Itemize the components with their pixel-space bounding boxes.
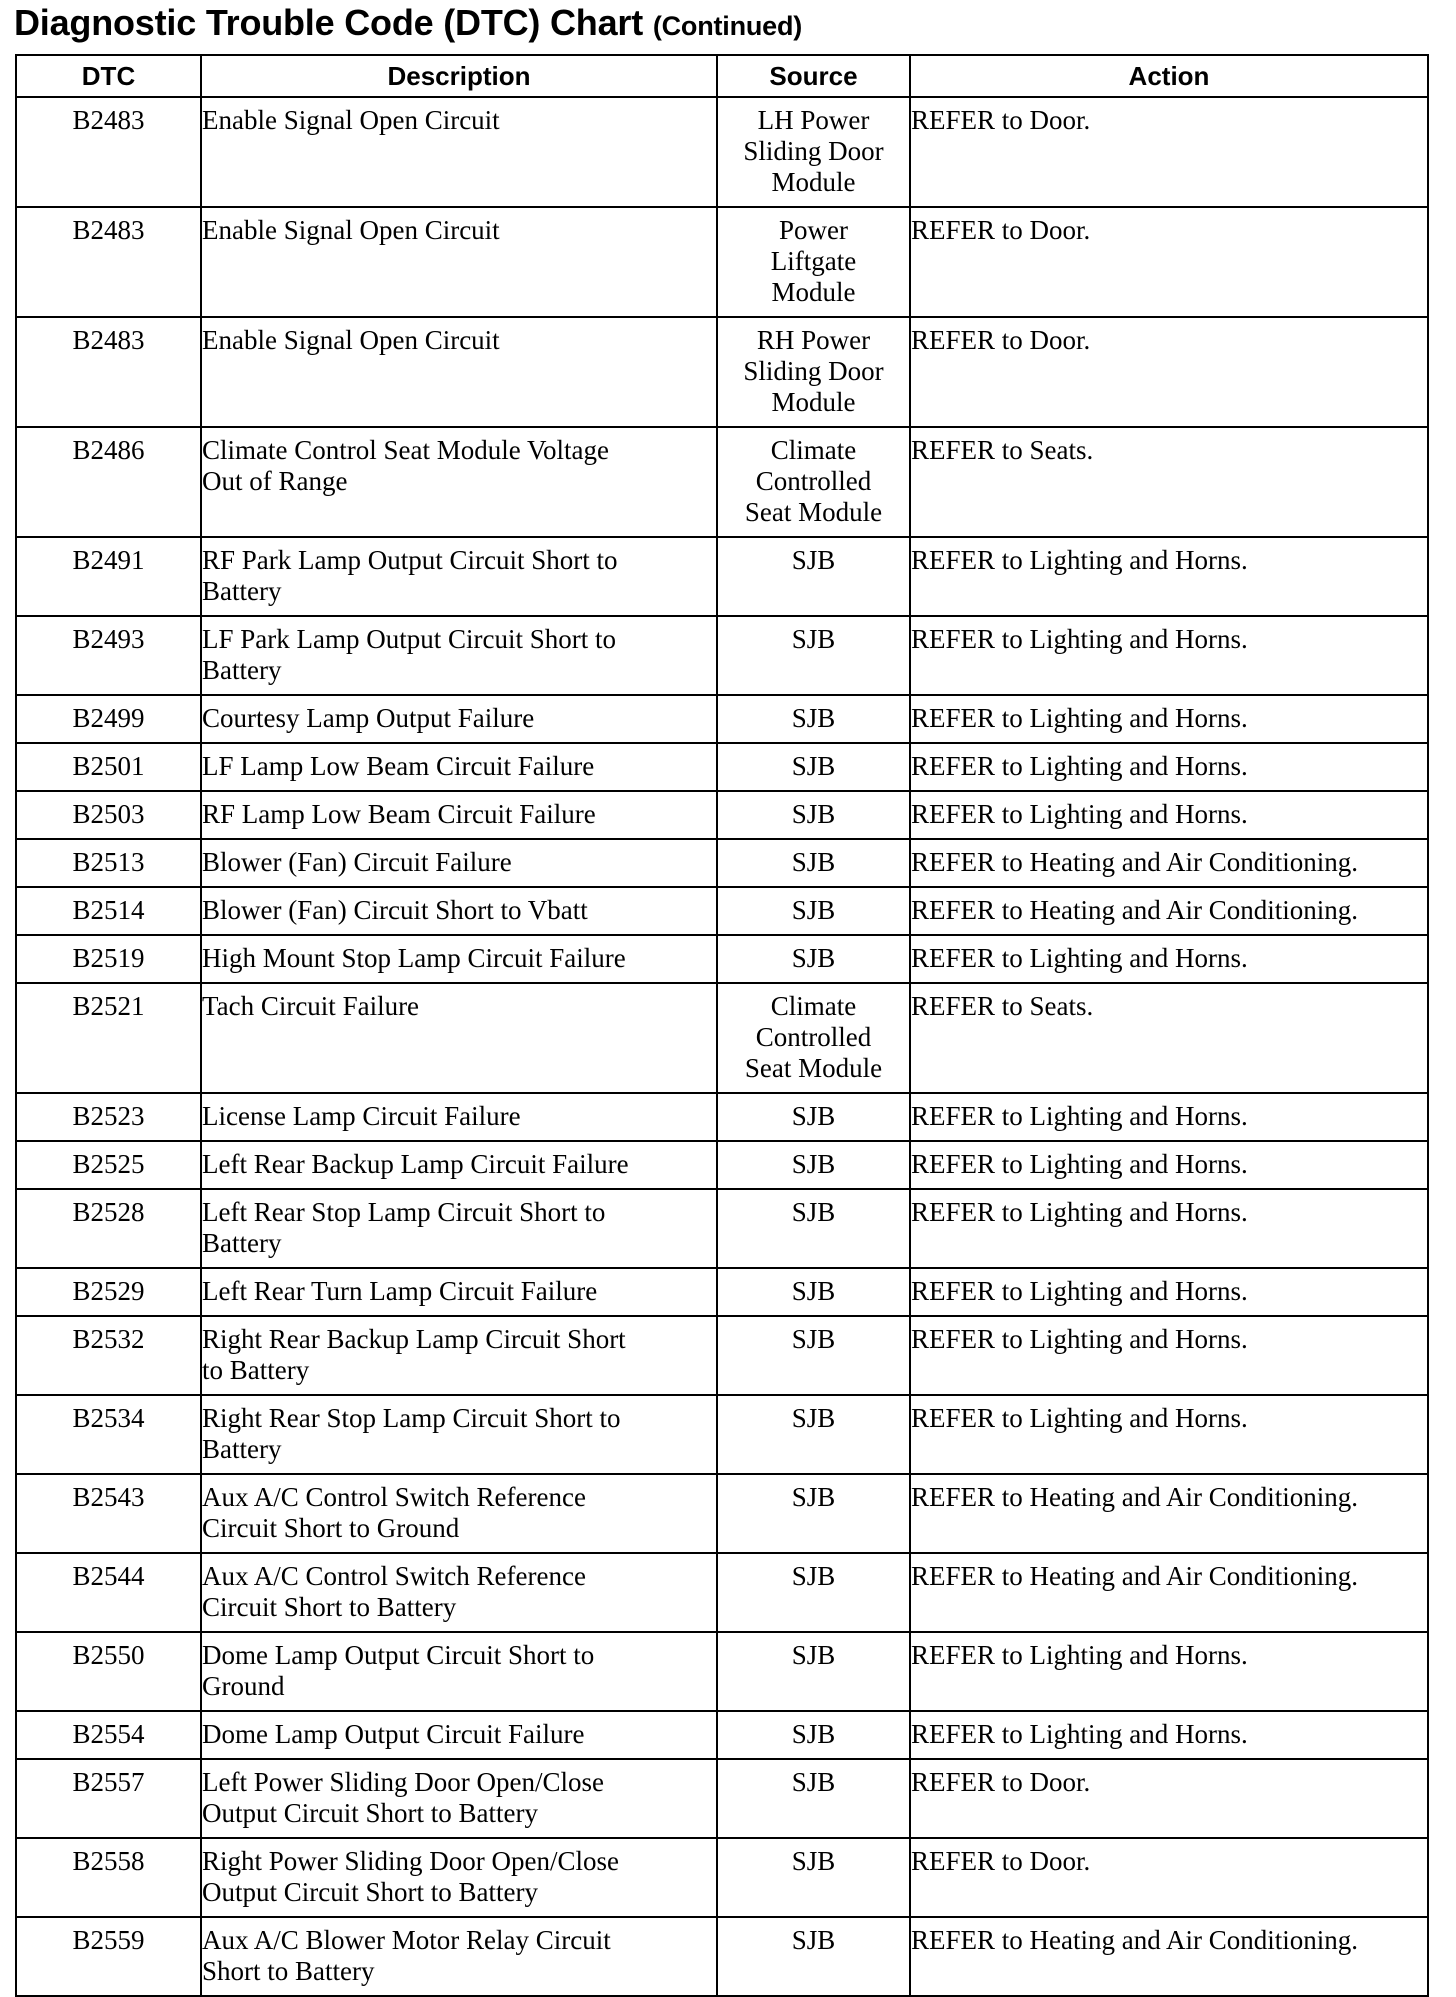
action-cell: REFER to Lighting and Horns. (910, 1268, 1428, 1316)
action-cell: REFER to Seats. (910, 983, 1428, 1093)
source-line: SJB (791, 1324, 836, 1354)
table-row (16, 1474, 1428, 1553)
description-cell (201, 1093, 717, 1141)
description-cell (201, 1268, 717, 1316)
description-cell (201, 1395, 717, 1474)
source-line: SJB (791, 1482, 836, 1512)
description-line: Blower (Fan) Circuit Failure (202, 847, 512, 877)
dtc-code-cell: B2554 (16, 1711, 201, 1759)
dtc-code-cell: B2528 (16, 1189, 201, 1268)
description-cell (201, 97, 717, 207)
source-line: SJB (791, 1640, 836, 1670)
dtc-code-cell: B2544 (16, 1553, 201, 1632)
description-line: Tach Circuit Failure (202, 991, 420, 1021)
source-line: SJB (791, 1846, 836, 1876)
source-cell (717, 1759, 910, 1838)
description-line: LF Park Lamp Output Circuit Short to (202, 624, 616, 654)
table-row (16, 791, 1428, 839)
description-line: License Lamp Circuit Failure (202, 1101, 521, 1131)
table-row (16, 1711, 1428, 1759)
source-line: SJB (791, 1149, 836, 1179)
table-row (16, 616, 1428, 695)
action-cell: REFER to Lighting and Horns. (910, 1711, 1428, 1759)
source-line: Power (779, 215, 848, 245)
source-line: SJB (791, 703, 836, 733)
description-line: to Battery (202, 1355, 310, 1385)
source-cell (717, 1268, 910, 1316)
table-row (16, 1395, 1428, 1474)
action-cell: REFER to Heating and Air Conditioning. (910, 839, 1428, 887)
action-cell: REFER to Door. (910, 1759, 1428, 1838)
source-line: SJB (791, 545, 836, 575)
source-cell (717, 317, 910, 427)
title-main: Diagnostic Trouble Code (DTC) Chart (14, 2, 644, 43)
source-line: Module (771, 167, 856, 197)
action-cell: REFER to Door. (910, 97, 1428, 207)
table-row (16, 983, 1428, 1093)
dtc-code-cell: B2486 (16, 427, 201, 537)
source-line: SJB (791, 1767, 836, 1797)
description-line: Circuit Short to Ground (202, 1513, 460, 1543)
description-cell (201, 791, 717, 839)
source-line: Climate (770, 991, 857, 1021)
table-row (16, 317, 1428, 427)
description-line: Ground (202, 1671, 285, 1701)
action-cell: REFER to Lighting and Horns. (910, 1395, 1428, 1474)
table-body (16, 97, 1428, 1996)
source-cell (717, 1838, 910, 1917)
source-line: LH Power (757, 105, 870, 135)
action-cell: REFER to Door. (910, 317, 1428, 427)
source-cell (717, 791, 910, 839)
description-cell (201, 616, 717, 695)
table-row (16, 1268, 1428, 1316)
description-cell (201, 935, 717, 983)
action-cell: REFER to Lighting and Horns. (910, 791, 1428, 839)
source-line: SJB (791, 1197, 836, 1227)
dtc-code-cell: B2483 (16, 97, 201, 207)
page-title (14, 2, 802, 44)
dtc-code-cell: B2543 (16, 1474, 201, 1553)
source-line: Seat Module (744, 497, 883, 527)
action-cell: REFER to Heating and Air Conditioning. (910, 1553, 1428, 1632)
table-header-row (16, 55, 1428, 97)
dtc-code-cell: B2558 (16, 1838, 201, 1917)
dtc-code-cell: B2483 (16, 317, 201, 427)
description-cell (201, 1474, 717, 1553)
dtc-code-cell: B2483 (16, 207, 201, 317)
table-row (16, 1141, 1428, 1189)
description-line: Climate Control Seat Module Voltage (202, 435, 609, 465)
description-cell (201, 1917, 717, 1996)
source-cell (717, 1093, 910, 1141)
source-cell (717, 839, 910, 887)
description-line: Dome Lamp Output Circuit Failure (202, 1719, 585, 1749)
description-cell (201, 427, 717, 537)
source-cell (717, 537, 910, 616)
source-line: SJB (791, 895, 836, 925)
dtc-code-cell: B2521 (16, 983, 201, 1093)
source-cell (717, 1711, 910, 1759)
description-line: Aux A/C Blower Motor Relay Circuit (202, 1925, 611, 1955)
action-cell: REFER to Lighting and Horns. (910, 1316, 1428, 1395)
source-line: SJB (791, 799, 836, 829)
source-line: SJB (791, 1276, 836, 1306)
source-cell (717, 616, 910, 695)
source-line: SJB (791, 847, 836, 877)
description-line: Aux A/C Control Switch Reference (202, 1561, 586, 1591)
description-line: RF Park Lamp Output Circuit Short to (202, 545, 618, 575)
description-line: High Mount Stop Lamp Circuit Failure (202, 943, 626, 973)
table-row (16, 207, 1428, 317)
description-line: Battery (202, 576, 282, 606)
dtc-code-cell: B2499 (16, 695, 201, 743)
source-line: Module (771, 387, 856, 417)
dtc-table (15, 54, 1429, 1997)
description-cell (201, 743, 717, 791)
action-cell: REFER to Lighting and Horns. (910, 1093, 1428, 1141)
source-line: RH Power (756, 325, 871, 355)
source-cell (717, 1553, 910, 1632)
description-line: Left Rear Stop Lamp Circuit Short to (202, 1197, 606, 1227)
description-cell (201, 537, 717, 616)
source-cell (717, 695, 910, 743)
description-cell (201, 887, 717, 935)
source-cell (717, 97, 910, 207)
source-cell (717, 935, 910, 983)
dtc-code-cell: B2503 (16, 791, 201, 839)
source-cell (717, 1189, 910, 1268)
description-line: Output Circuit Short to Battery (202, 1877, 538, 1907)
description-line: Courtesy Lamp Output Failure (202, 703, 535, 733)
source-cell (717, 1316, 910, 1395)
source-line: SJB (791, 1925, 836, 1955)
description-cell (201, 1838, 717, 1917)
dtc-code-cell: B2513 (16, 839, 201, 887)
description-cell (201, 1141, 717, 1189)
description-cell (201, 317, 717, 427)
description-line: Right Rear Backup Lamp Circuit Short (202, 1324, 626, 1354)
action-cell: REFER to Heating and Air Conditioning. (910, 1917, 1428, 1996)
source-line: Controlled (755, 466, 872, 496)
table-row (16, 887, 1428, 935)
source-line: SJB (791, 1101, 836, 1131)
table-row (16, 1759, 1428, 1838)
action-cell: REFER to Seats. (910, 427, 1428, 537)
description-line: Battery (202, 1434, 282, 1464)
description-cell (201, 1711, 717, 1759)
source-cell (717, 427, 910, 537)
description-line: Battery (202, 1228, 282, 1258)
table-row (16, 427, 1428, 537)
description-line: Right Rear Stop Lamp Circuit Short to (202, 1403, 621, 1433)
source-line: SJB (791, 1719, 836, 1749)
source-line: Sliding Door (743, 136, 884, 166)
source-cell (717, 207, 910, 317)
action-cell: REFER to Lighting and Horns. (910, 935, 1428, 983)
dtc-code-cell: B2491 (16, 537, 201, 616)
dtc-code-cell: B2519 (16, 935, 201, 983)
description-line: Left Rear Turn Lamp Circuit Failure (202, 1276, 598, 1306)
source-cell (717, 887, 910, 935)
description-cell (201, 1189, 717, 1268)
table-row (16, 743, 1428, 791)
dtc-code-cell: B2493 (16, 616, 201, 695)
dtc-code-cell: B2523 (16, 1093, 201, 1141)
table-row (16, 695, 1428, 743)
source-cell (717, 1917, 910, 1996)
description-line: Enable Signal Open Circuit (202, 215, 500, 245)
table-row (16, 1093, 1428, 1141)
table-row (16, 839, 1428, 887)
column-header-dtc: DTC (16, 55, 201, 97)
dtc-code-cell: B2559 (16, 1917, 201, 1996)
source-cell (717, 1632, 910, 1711)
action-cell: REFER to Lighting and Horns. (910, 1189, 1428, 1268)
source-line: Module (771, 277, 856, 307)
source-line: SJB (791, 624, 836, 654)
source-line: Controlled (755, 1022, 872, 1052)
column-header-description: Description (201, 55, 717, 97)
table-row (16, 1189, 1428, 1268)
dtc-code-cell: B2529 (16, 1268, 201, 1316)
table-row (16, 537, 1428, 616)
dtc-code-cell: B2514 (16, 887, 201, 935)
table-row (16, 1316, 1428, 1395)
action-cell: REFER to Lighting and Horns. (910, 743, 1428, 791)
description-cell (201, 1553, 717, 1632)
action-cell: REFER to Lighting and Horns. (910, 1141, 1428, 1189)
description-line: Out of Range (202, 466, 348, 496)
description-line: Short to Battery (202, 1956, 375, 1986)
source-cell (717, 743, 910, 791)
description-line: Left Rear Backup Lamp Circuit Failure (202, 1149, 629, 1179)
description-line: RF Lamp Low Beam Circuit Failure (202, 799, 596, 829)
description-line: Aux A/C Control Switch Reference (202, 1482, 586, 1512)
action-cell: REFER to Heating and Air Conditioning. (910, 887, 1428, 935)
dtc-code-cell: B2501 (16, 743, 201, 791)
source-line: SJB (791, 1403, 836, 1433)
description-cell (201, 695, 717, 743)
table-row (16, 935, 1428, 983)
dtc-code-cell: B2557 (16, 1759, 201, 1838)
action-cell: REFER to Door. (910, 1838, 1428, 1917)
description-line: Enable Signal Open Circuit (202, 105, 500, 135)
description-cell (201, 1759, 717, 1838)
description-cell (201, 839, 717, 887)
action-cell: REFER to Lighting and Horns. (910, 1632, 1428, 1711)
description-line: Blower (Fan) Circuit Short to Vbatt (202, 895, 588, 925)
source-line: SJB (791, 943, 836, 973)
title-suffix: (Continued) (652, 11, 803, 41)
action-cell: REFER to Heating and Air Conditioning. (910, 1474, 1428, 1553)
action-cell: REFER to Lighting and Horns. (910, 537, 1428, 616)
description-line: Enable Signal Open Circuit (202, 325, 500, 355)
table-row (16, 1838, 1428, 1917)
dtc-code-cell: B2525 (16, 1141, 201, 1189)
description-line: Circuit Short to Battery (202, 1592, 457, 1622)
description-line: Output Circuit Short to Battery (202, 1798, 538, 1828)
description-line: Battery (202, 655, 282, 685)
source-line: Climate (770, 435, 857, 465)
table-row (16, 1917, 1428, 1996)
source-line: Sliding Door (743, 356, 884, 386)
dtc-code-cell: B2550 (16, 1632, 201, 1711)
description-cell (201, 1316, 717, 1395)
table-row (16, 1553, 1428, 1632)
source-line: Seat Module (744, 1053, 883, 1083)
description-line: Dome Lamp Output Circuit Short to (202, 1640, 595, 1670)
source-cell (717, 1141, 910, 1189)
description-cell (201, 1632, 717, 1711)
source-line: Liftgate (770, 246, 857, 276)
source-cell (717, 983, 910, 1093)
description-line: LF Lamp Low Beam Circuit Failure (202, 751, 595, 781)
source-line: SJB (791, 1561, 836, 1591)
description-line: Right Power Sliding Door Open/Close (202, 1846, 619, 1876)
dtc-code-cell: B2534 (16, 1395, 201, 1474)
source-cell (717, 1474, 910, 1553)
source-line: SJB (791, 751, 836, 781)
column-header-action: Action (910, 55, 1428, 97)
source-cell (717, 1395, 910, 1474)
dtc-code-cell: B2532 (16, 1316, 201, 1395)
action-cell: REFER to Lighting and Horns. (910, 616, 1428, 695)
description-line: Left Power Sliding Door Open/Close (202, 1767, 604, 1797)
table-row (16, 1632, 1428, 1711)
description-cell (201, 983, 717, 1093)
action-cell: REFER to Lighting and Horns. (910, 695, 1428, 743)
action-cell: REFER to Door. (910, 207, 1428, 317)
description-cell (201, 207, 717, 317)
column-header-source: Source (717, 55, 910, 97)
table-row (16, 97, 1428, 207)
